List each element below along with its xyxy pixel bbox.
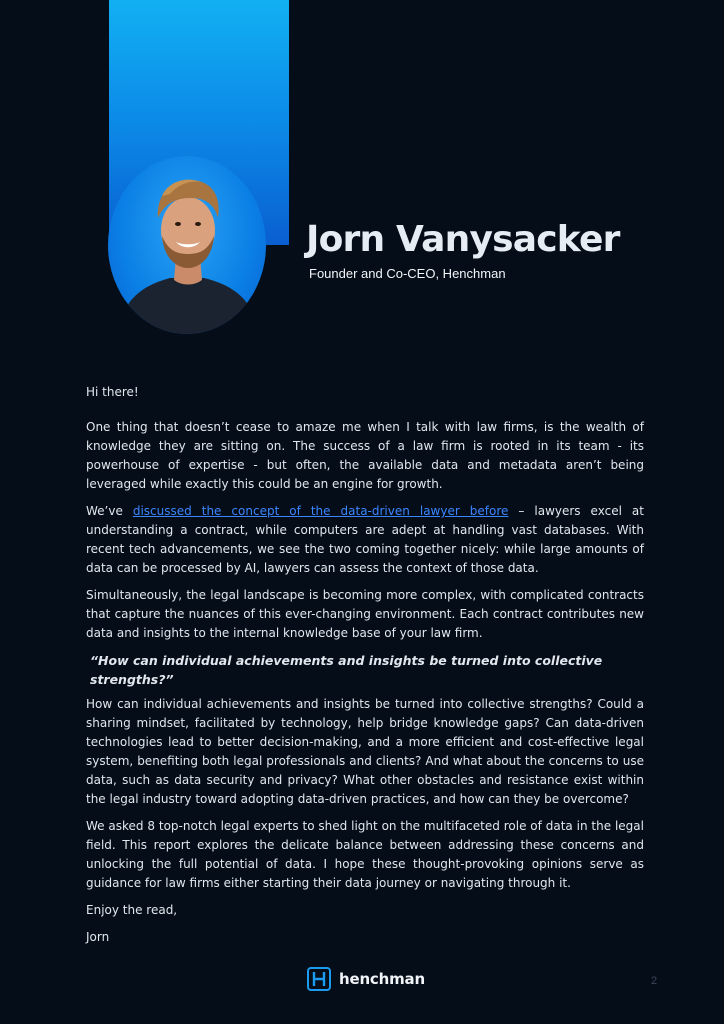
signature: Jorn (86, 930, 110, 944)
data-driven-lawyer-link[interactable]: discussed the concept of the data-driven lawyer before (132, 504, 509, 518)
paragraph-4: How can individual achievements and insights be turned into collective strengths? Could a sharing mindset, facilitated by technology, help bridge knowledge gaps? Can data-driven technologies lead to better decision-making, and a more efficient and cost-effective legal system, benefiting both legal professionals and clients? And what about the concerns to use data, such as data security and privacy? What other obstacles and resistance exist within the legal industry toward adopting data-driven practices, and how can they be overcome? (86, 697, 644, 806)
paragraph-2 (86, 502, 644, 578)
paragraph-3: Simultaneously, the legal landscape is becoming more complex, with complicated contracts that capture the nuances of this ever-changing environment. Each contract contributes new data and insights to the internal knowledge base of your law firm. (86, 588, 644, 640)
brand-wordmark: henchman (339, 970, 425, 988)
letter-body (86, 383, 644, 955)
paragraph-2-suffix: – lawyers excel at understanding a contract, while computers are adept at handling vast databases. With recent tech advancements, we see the two coming together nicely: while large amounts of data can be processed by AI, lawyers can assess the context of those data. (86, 504, 644, 575)
author-portrait (108, 156, 266, 334)
page-number: 2 (651, 975, 658, 987)
portrait-illustration (108, 156, 266, 334)
paragraph-5: We asked 8 top-notch legal experts to shed light on the multifaceted role of data in the legal field. This report explores the delicate balance between addressing these concerns and unlocking the full potential of data. I hope these thought-provoking opinions serve as guidance for law firms either starting their data journey or navigating through it. (86, 819, 644, 890)
paragraph-1: One thing that doesn’t cease to amaze me when I talk with law firms, is the wealth of knowledge they are sitting on. The success of a law firm is rooted in its team - its powerhouse of expertise - but often, the available data and metadata aren’t being leveraged while exactly this could be an engine for growth. (86, 420, 644, 491)
author-role: Founder and Co-CEO, Henchman (309, 266, 506, 281)
henchman-logo-icon (307, 967, 331, 991)
closing: Enjoy the read, (86, 903, 178, 917)
pull-quote: “How can individual achievements and insights be turned into collective strengths?” (90, 653, 603, 687)
greeting: Hi there! (86, 385, 139, 399)
author-name: Jorn Vanysacker (306, 219, 620, 260)
henchman-logo (307, 967, 425, 991)
paragraph-2-prefix: We’ve (86, 504, 133, 518)
